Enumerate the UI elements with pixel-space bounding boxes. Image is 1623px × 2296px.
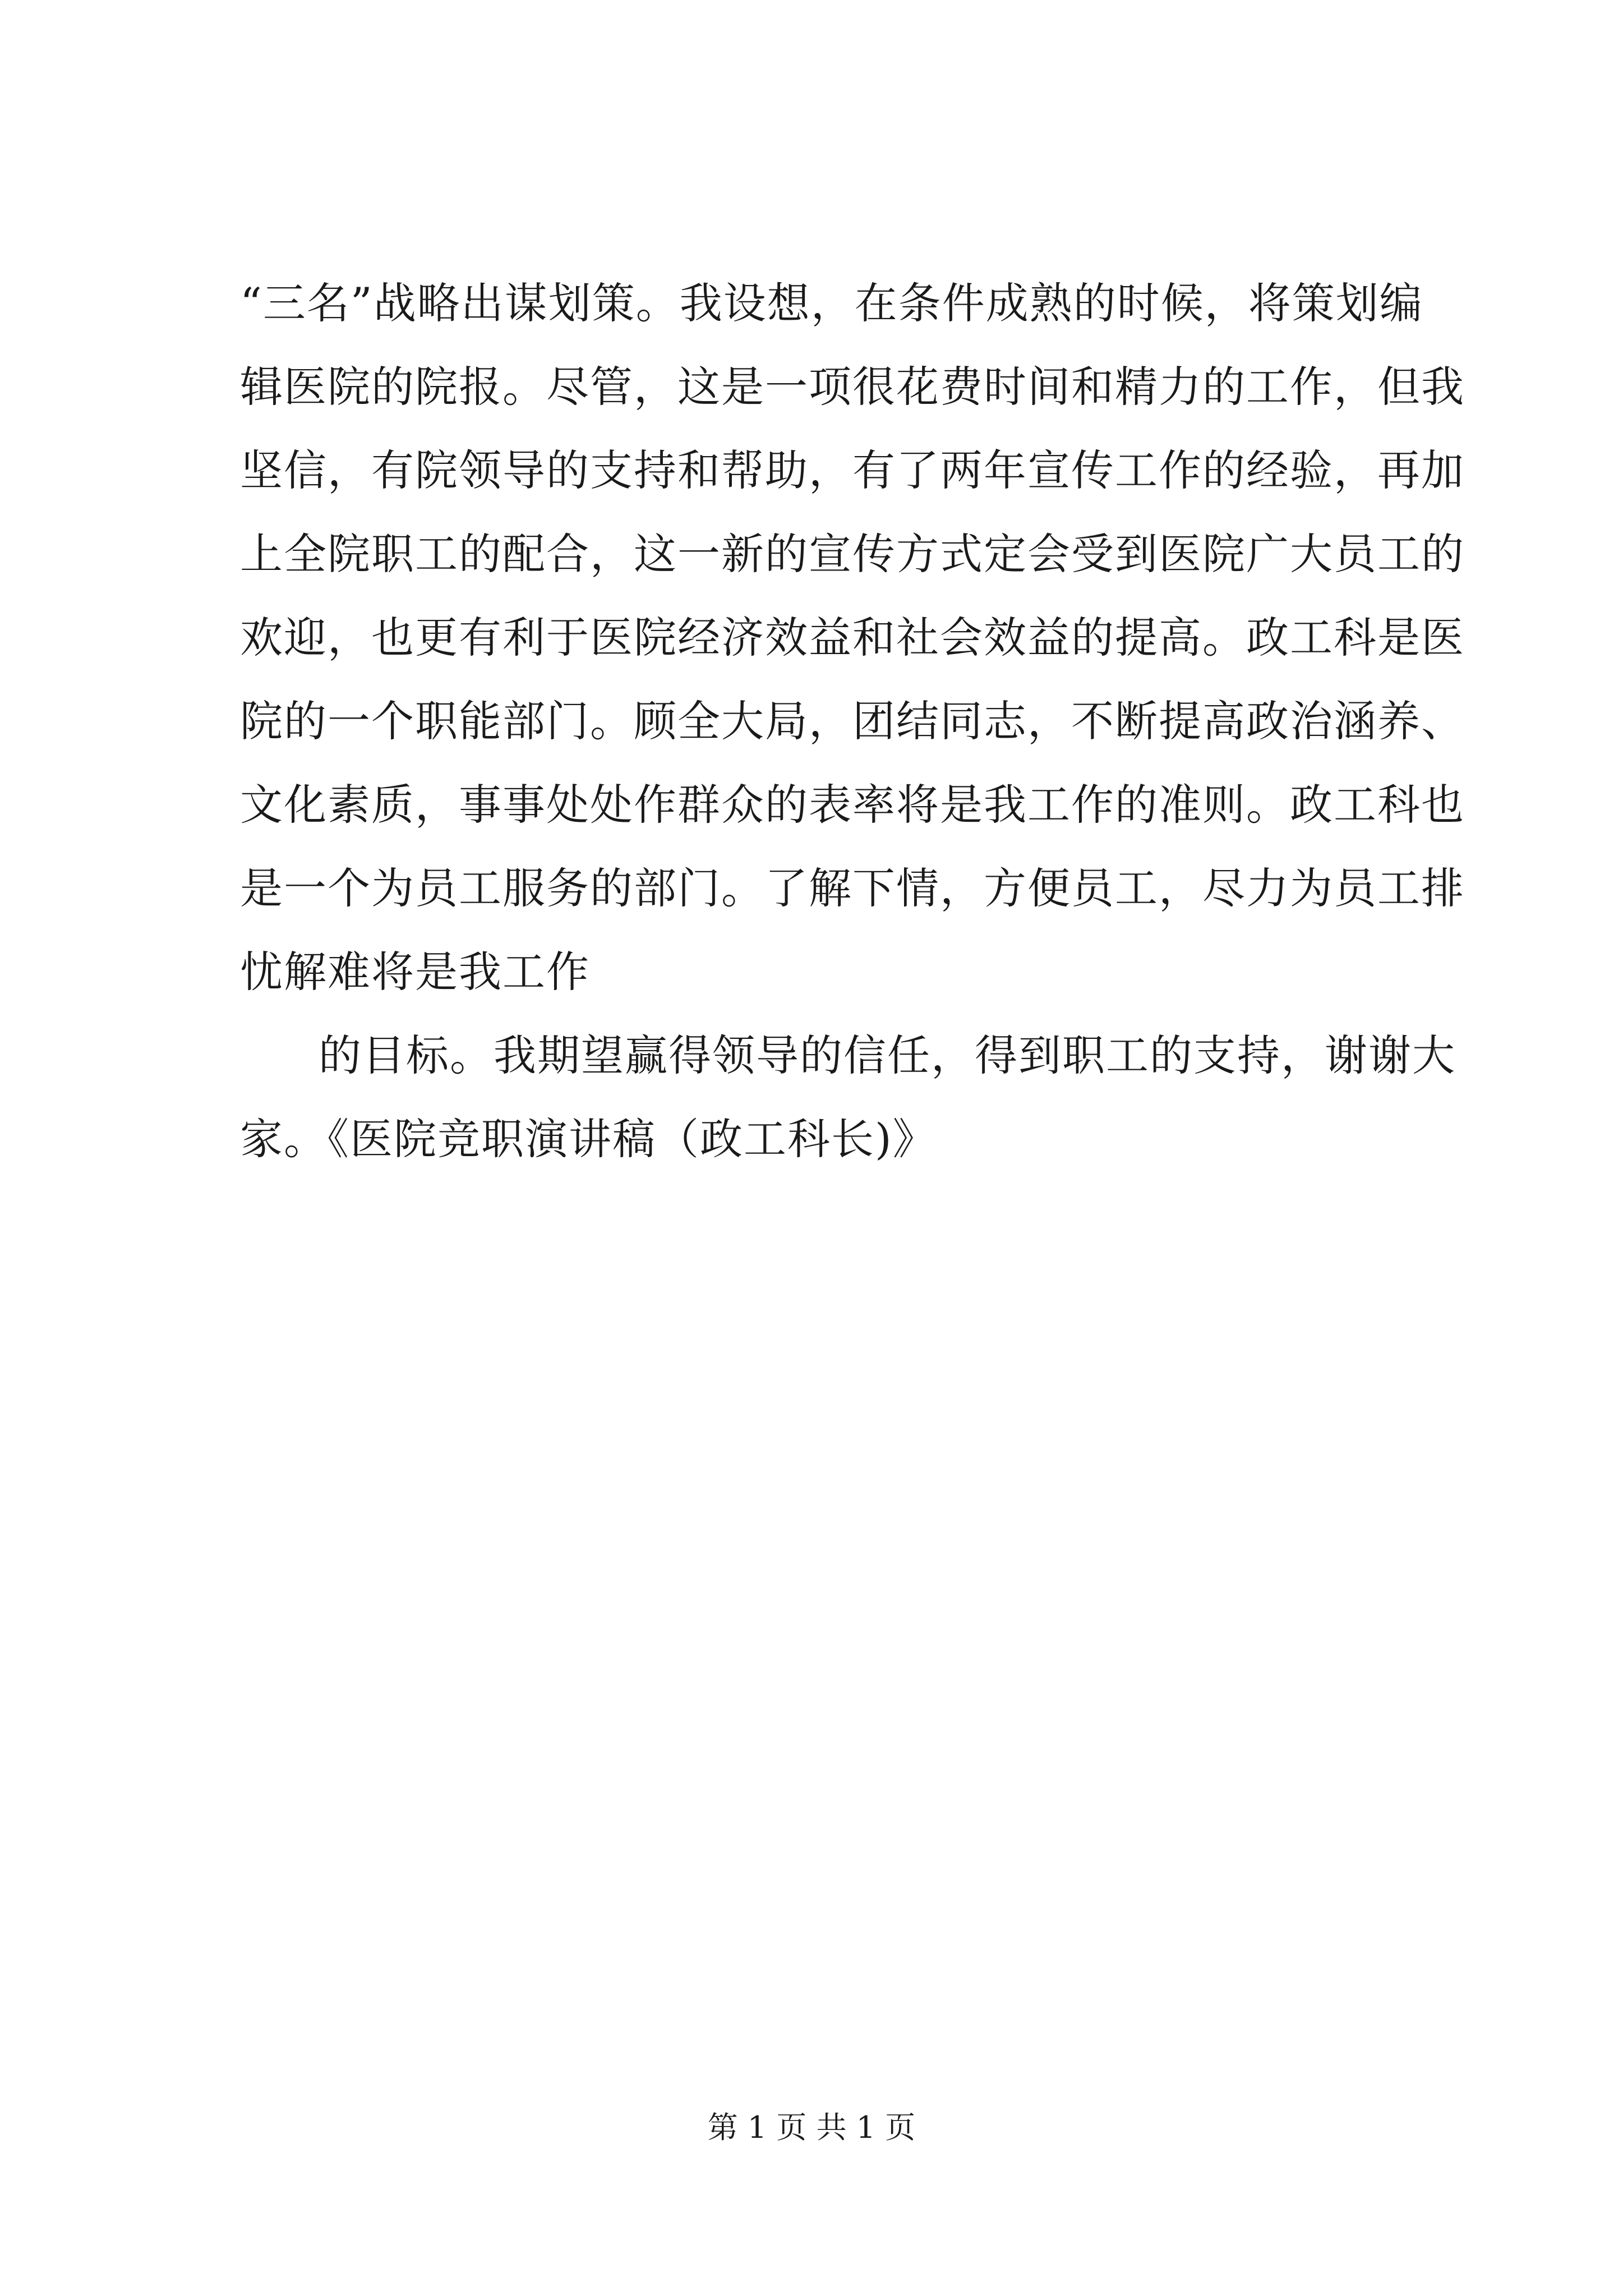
text-line: 忧解难将是我工作 xyxy=(240,947,590,997)
paragraph-start-line: 的目标。我期望赢得领导的信任，得到职工的支持，谢谢大 xyxy=(319,1030,1456,1080)
text-line: 家。《医院竞职演讲稿（政工科长)》 xyxy=(240,1114,937,1164)
text-line: 欢迎，也更有利于医院经济效益和社会效益的提高。政工科是医 xyxy=(240,613,1465,662)
text-line: 院的一个职能部门。顾全大局，团结同志，不断提高政治涵养、 xyxy=(240,696,1465,746)
document-body xyxy=(240,261,1465,1181)
text-line: 文化素质，事事处处作群众的表率将是我工作的准则。政工科也 xyxy=(240,780,1465,830)
text-line: 是一个为员工服务的部门。了解下情，方便员工，尽力为员工排 xyxy=(240,863,1465,913)
page-number-footer: 第 1 页 共 1 页 xyxy=(707,2110,916,2145)
text-line: 上全院职工的配合，这一新的宣传方式定会受到医院广大员工的 xyxy=(240,529,1465,579)
text-line: “三名”战略出谋划策。我设想，在条件成熟的时候，将策划编 xyxy=(240,278,1423,328)
text-line: 坚信，有院领导的支持和帮助，有了两年宣传工作的经验，再加 xyxy=(240,445,1465,495)
text-line: 辑医院的院报。尽管，这是一项很花费时间和精力的工作，但我 xyxy=(240,362,1465,412)
